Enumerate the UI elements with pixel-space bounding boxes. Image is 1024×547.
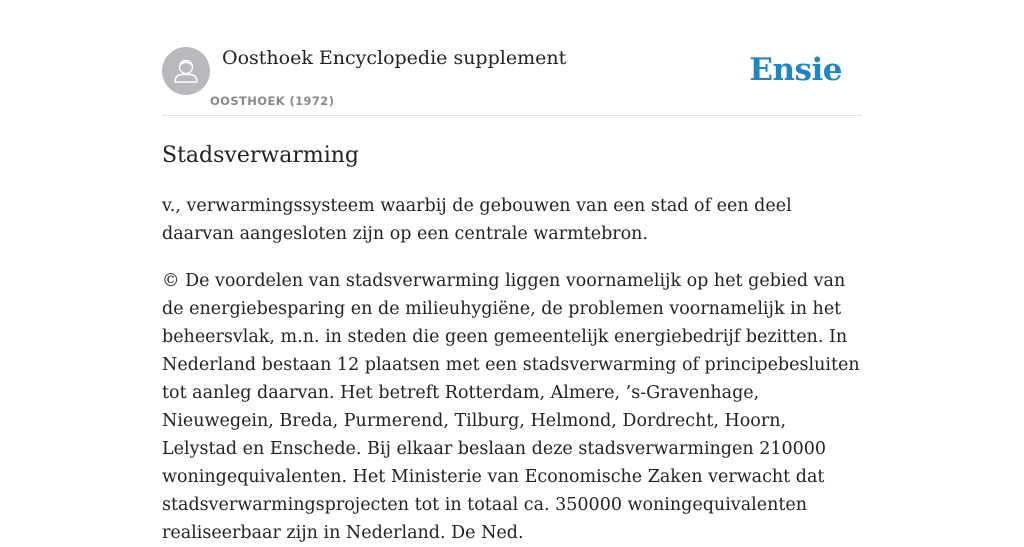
ensie-logo[interactable]: Ensie (749, 52, 842, 88)
source-publisher-year: OOSTHOEK (1972) (210, 94, 335, 108)
content-column (162, 0, 862, 547)
article-title: Stadsverwarming (162, 143, 359, 168)
article-paragraph: v., verwarmingssysteem waarbij de gebouwen van een stad of een deel daarvan aangesloten zijn op een centrale warmtebron. (162, 196, 792, 244)
source-header (162, 0, 862, 116)
user-placeholder-icon[interactable] (162, 47, 210, 95)
source-title[interactable]: Oosthoek Encyclopedie supplement (222, 47, 567, 69)
article-paragraph: © De voordelen van stadsverwarming liggen voornamelijk op het gebied van de energiebesparing en de milieuhygiëne, de problemen voornamelijk in het beheersvlak, m.n. in steden die geen gemeentelijk energiebedrijf bezitten. In Nederland bestaan 12 plaatsen met een stadsverwarming of principebesluiten tot aanleg daarvan. Het betreft Rotterdam, Almere, ’s-Gravenhage, Nieuwegein, Breda, Purmerend, Tilburg, Helmond, Dordrecht, Hoorn, Lelystad en Enschede. Bij elkaar beslaan deze stadsverwarmingen 210000 woningequivalenten. Het Ministerie van Economische Zaken verwacht dat stadsverwarmingsprojecten tot in totaal ca. 350000 woningequivalenten realiseerbaar zijn in Nederland. De Ned. (162, 271, 860, 543)
